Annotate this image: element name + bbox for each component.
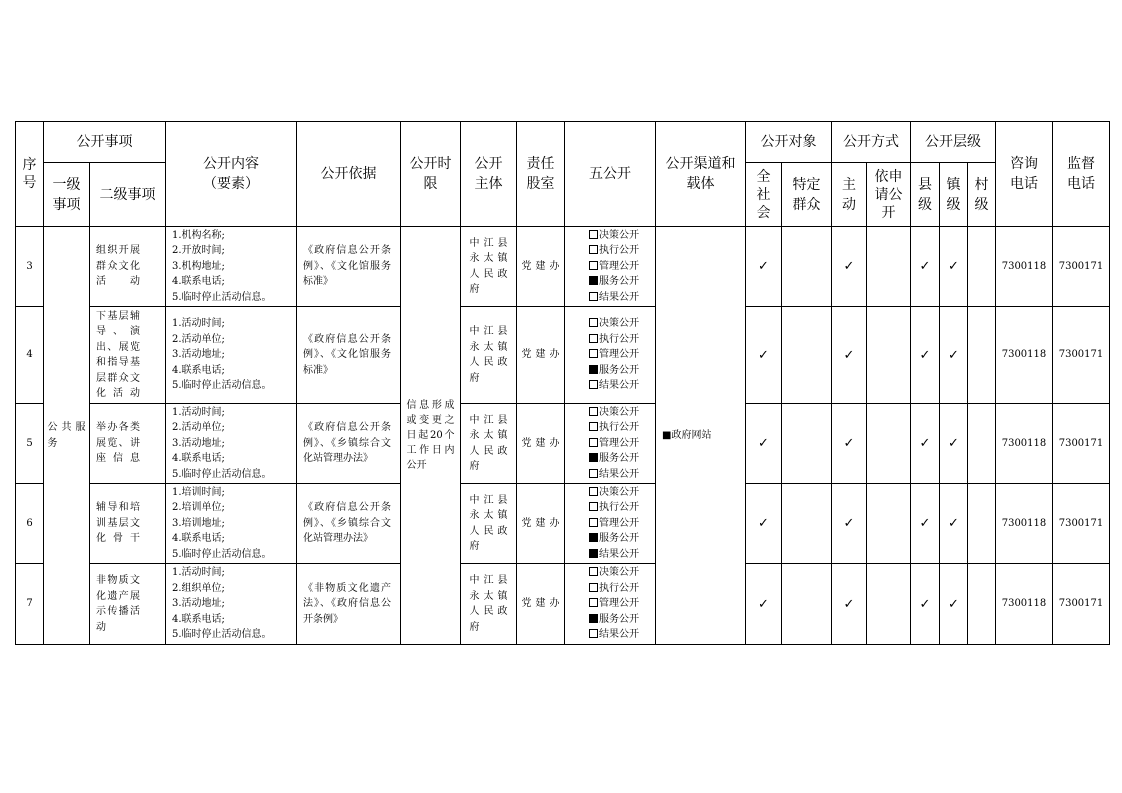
- supervise-phone: 7300171: [1053, 404, 1110, 484]
- method-active-cell: [832, 404, 867, 484]
- check-icon: ✓: [758, 259, 769, 274]
- level-town-cell: [940, 227, 968, 307]
- content-line: 3.培训地址;: [172, 517, 225, 529]
- five-option-label: 执行公开: [599, 582, 639, 594]
- check-icon: ✓: [919, 259, 931, 274]
- check-icon: ✓: [948, 596, 959, 612]
- unchecked-box-icon: [589, 583, 598, 592]
- five-option: [573, 347, 655, 363]
- table-row: [16, 404, 1110, 484]
- unchecked-box-icon: [589, 567, 598, 576]
- check-icon: ✓: [758, 347, 769, 363]
- five-option-label: 决策公开: [599, 406, 639, 418]
- content-line: 5.临时停止活动信息。: [172, 629, 272, 641]
- five-option-label: 决策公开: [599, 318, 639, 330]
- content-line: 2.活动单位;: [172, 333, 225, 345]
- checked-box-icon: [589, 365, 598, 374]
- check-icon: ✓: [843, 596, 855, 612]
- five-option: [573, 290, 655, 306]
- header-level-town: 镇 级: [940, 163, 968, 227]
- header-method-request: 依申 请公 开: [867, 163, 911, 227]
- unchecked-box-icon: [589, 407, 598, 416]
- time-limit: [401, 227, 461, 645]
- disclosure-table: [15, 121, 1110, 645]
- subject-cell: [461, 564, 517, 645]
- unchecked-box-icon: [589, 469, 598, 478]
- five-option: [573, 378, 655, 394]
- five-option-label: 服务公开: [599, 613, 639, 625]
- subject-cell: [461, 307, 517, 404]
- unchecked-box-icon: [589, 245, 598, 254]
- five-option: [573, 405, 655, 421]
- level-county-cell: [911, 564, 940, 645]
- subject-text: 中江县永太镇人民政府: [469, 575, 508, 633]
- level2-item: [90, 307, 166, 404]
- five-option: [573, 612, 655, 628]
- table-row: [16, 307, 1110, 404]
- header-level2: 二级事项: [90, 163, 166, 227]
- dept-text: 党建办: [521, 437, 560, 449]
- method-request-cell: [867, 307, 911, 404]
- five-option-label: 决策公开: [599, 229, 639, 241]
- five-option-label: 结果公开: [599, 468, 639, 480]
- dept-text: 党建办: [521, 598, 560, 610]
- supervise-phone: 7300171: [1053, 227, 1110, 307]
- unchecked-box-icon: [589, 261, 598, 270]
- five-cell: [565, 564, 656, 645]
- level2-item: [90, 227, 166, 307]
- unchecked-box-icon: [589, 380, 598, 389]
- content-line: 4.联系电话;: [172, 613, 225, 625]
- level-county-cell: [911, 404, 940, 484]
- five-option-label: 结果公开: [599, 629, 639, 641]
- five-option-label: 管理公开: [599, 260, 639, 272]
- five-option: [573, 531, 655, 547]
- five-option: [573, 436, 655, 452]
- level2-item-text: 下基层辅导、演出、展览和指导基层群众文化活动: [96, 310, 140, 399]
- row-seq: 4: [16, 307, 44, 404]
- consult-phone: 7300118: [996, 227, 1053, 307]
- level2-item-text: 非物质文化遗产展示传播活动: [96, 575, 140, 633]
- content-line: 2.开放时间;: [172, 245, 225, 257]
- target-special-cell: [782, 564, 832, 645]
- basis-text: 《政府信息公开条例》、《乡镇综合文化站管理办法》: [303, 422, 391, 465]
- content-line: 1.机构名称;: [172, 229, 225, 241]
- five-cell: [565, 307, 656, 404]
- unchecked-box-icon: [589, 334, 598, 343]
- row-seq: 5: [16, 404, 44, 484]
- content-cell: [166, 484, 297, 564]
- header-method-active: 主 动: [832, 163, 867, 227]
- content-line: 5.临时停止活动信息。: [172, 548, 272, 560]
- check-icon: ✓: [843, 516, 855, 531]
- header-items: 公开事项: [44, 122, 166, 163]
- five-option: [573, 451, 655, 467]
- unchecked-box-icon: [589, 487, 598, 496]
- five-cell: [565, 484, 656, 564]
- time-limit-text: 信息形成或变更之日起20个工作日内公开: [406, 399, 455, 471]
- content-line: 5.临时停止活动信息。: [172, 468, 272, 480]
- basis-text: 《政府信息公开条例》、《文化馆服务标准》: [303, 245, 391, 288]
- content-line: 1.培训时间;: [172, 486, 225, 498]
- checked-box-icon: [589, 453, 598, 462]
- consult-phone: 7300118: [996, 564, 1053, 645]
- check-icon: ✓: [843, 436, 855, 451]
- five-option: [573, 627, 655, 643]
- five-option-label: 决策公开: [599, 486, 639, 498]
- target-all-cell: [746, 227, 782, 307]
- header-level-village: 村 级: [968, 163, 996, 227]
- level-village-cell: [968, 564, 996, 645]
- content-line: 5.临时停止活动信息。: [172, 380, 272, 392]
- method-active-cell: [832, 307, 867, 404]
- subject-cell: [461, 227, 517, 307]
- check-icon: ✓: [758, 596, 769, 612]
- check-icon: ✓: [919, 596, 931, 612]
- dept-cell: [517, 404, 565, 484]
- table-body: [16, 227, 1110, 645]
- five-option: [573, 516, 655, 532]
- header-method: 公开方式: [832, 122, 911, 163]
- unchecked-box-icon: [589, 502, 598, 511]
- header-consult: 咨询 电话: [996, 122, 1053, 227]
- five-option-label: 管理公开: [599, 437, 639, 449]
- five-option-label: 结果公开: [599, 548, 639, 560]
- checked-box-icon: [589, 276, 598, 285]
- five-option-label: 执行公开: [599, 502, 639, 514]
- header-basis: 公开依据: [297, 122, 401, 227]
- level-town-cell: [940, 564, 968, 645]
- row-seq: 3: [16, 227, 44, 307]
- method-active-cell: [832, 564, 867, 645]
- five-option: [573, 581, 655, 597]
- row-seq: 7: [16, 564, 44, 645]
- unchecked-box-icon: [589, 230, 598, 239]
- subject-text: 中江县永太镇人民政府: [469, 414, 508, 472]
- five-cell: [565, 404, 656, 484]
- level2-item: [90, 564, 166, 645]
- level2-item-text: 组织开展群众文化活动: [96, 245, 140, 288]
- level-village-cell: [968, 227, 996, 307]
- unchecked-box-icon: [589, 438, 598, 447]
- five-option-label: 服务公开: [599, 533, 639, 545]
- checked-box-icon: [589, 549, 598, 558]
- five-option-label: 执行公开: [599, 333, 639, 345]
- subject-text: 中江县永太镇人民政府: [469, 494, 508, 552]
- supervise-phone: 7300171: [1053, 307, 1110, 404]
- content-line: 3.活动地址;: [172, 349, 225, 361]
- check-icon: ✓: [948, 516, 959, 531]
- method-request-cell: [867, 227, 911, 307]
- five-option: [573, 500, 655, 516]
- five-option-label: 管理公开: [599, 517, 639, 529]
- check-icon: ✓: [843, 347, 855, 363]
- header-five: 五公开: [565, 122, 656, 227]
- level1-item: [44, 227, 90, 645]
- level-county-cell: [911, 484, 940, 564]
- unchecked-box-icon: [589, 518, 598, 527]
- five-option-label: 管理公开: [599, 349, 639, 361]
- check-icon: ✓: [758, 516, 769, 531]
- check-icon: ✓: [919, 347, 931, 363]
- unchecked-box-icon: [589, 349, 598, 358]
- five-option: [573, 420, 655, 436]
- target-special-cell: [782, 404, 832, 484]
- table-row: [16, 564, 1110, 645]
- unchecked-box-icon: [589, 318, 598, 327]
- level2-item-text: 举办各类展览、讲座信息: [96, 422, 140, 465]
- check-icon: ✓: [919, 436, 931, 451]
- target-all-cell: [746, 404, 782, 484]
- subject-cell: [461, 404, 517, 484]
- target-all-cell: [746, 484, 782, 564]
- method-active-cell: [832, 227, 867, 307]
- method-request-cell: [867, 564, 911, 645]
- basis-text: 《政府信息公开条例》、《乡镇综合文化站管理办法》: [303, 502, 391, 545]
- content-cell: [166, 307, 297, 404]
- level-county-cell: [911, 227, 940, 307]
- supervise-phone: 7300171: [1053, 564, 1110, 645]
- target-special-cell: [782, 484, 832, 564]
- five-option: [573, 228, 655, 244]
- level-village-cell: [968, 484, 996, 564]
- five-option: [573, 259, 655, 275]
- basis-cell: [297, 484, 401, 564]
- level-county-cell: [911, 307, 940, 404]
- unchecked-box-icon: [589, 629, 598, 638]
- content-line: 2.活动单位;: [172, 422, 225, 434]
- unchecked-box-icon: [589, 292, 598, 301]
- five-option: [573, 565, 655, 581]
- content-line: 4.联系电话;: [172, 364, 225, 376]
- check-icon: ✓: [843, 259, 855, 274]
- basis-cell: [297, 404, 401, 484]
- table-row: [16, 484, 1110, 564]
- method-request-cell: [867, 404, 911, 484]
- header-subject: 公开 主体: [461, 122, 517, 227]
- content-line: 1.活动时间;: [172, 318, 225, 330]
- header-level: 公开层级: [911, 122, 996, 163]
- header-target-all: 全 社 会: [746, 163, 782, 227]
- header-target: 公开对象: [746, 122, 832, 163]
- content-cell: [166, 404, 297, 484]
- content-cell: [166, 564, 297, 645]
- check-icon: ✓: [758, 436, 769, 451]
- header-seq: 序 号: [16, 122, 44, 227]
- basis-text: 《非物质文化遗产法》、《政府信息公开条例》: [303, 582, 391, 625]
- consult-phone: 7300118: [996, 307, 1053, 404]
- target-special-cell: [782, 227, 832, 307]
- basis-cell: [297, 564, 401, 645]
- header-time: 公开时 限: [401, 122, 461, 227]
- target-special-cell: [782, 307, 832, 404]
- check-icon: ✓: [919, 516, 931, 531]
- subject-cell: [461, 484, 517, 564]
- supervise-phone: 7300171: [1053, 484, 1110, 564]
- consult-phone: 7300118: [996, 404, 1053, 484]
- header-level1: 一级 事项: [44, 163, 90, 227]
- five-cell: [565, 227, 656, 307]
- five-option: [573, 332, 655, 348]
- header-content-line1: 公开内容: [203, 156, 259, 172]
- five-option-label: 管理公开: [599, 598, 639, 610]
- five-option: [573, 243, 655, 259]
- unchecked-box-icon: [589, 598, 598, 607]
- content-line: 5.临时停止活动信息。: [172, 291, 272, 303]
- dept-text: 党建办: [521, 517, 560, 529]
- header-level-county: 县 级: [911, 163, 940, 227]
- content-line: 2.组织单位;: [172, 582, 225, 594]
- content-line: 1.活动时间;: [172, 406, 225, 418]
- level-town-cell: [940, 307, 968, 404]
- five-option: [573, 547, 655, 563]
- five-option: [573, 485, 655, 501]
- five-option-label: 执行公开: [599, 422, 639, 434]
- five-option: [573, 274, 655, 290]
- header-dept: 责任 股室: [517, 122, 565, 227]
- content-line: 3.活动地址;: [172, 598, 225, 610]
- subject-text: 中江县永太镇人民政府: [469, 237, 508, 295]
- five-option: [573, 467, 655, 483]
- check-icon: ✓: [948, 347, 959, 363]
- content-line: 4.联系电话;: [172, 276, 225, 288]
- level-town-cell: [940, 404, 968, 484]
- content-line: 4.联系电话;: [172, 453, 225, 465]
- header-channel: 公开渠道和 载体: [656, 122, 746, 227]
- five-option-label: 结果公开: [599, 291, 639, 303]
- channel-text: ■政府网站: [662, 429, 712, 441]
- five-option-label: 结果公开: [599, 380, 639, 392]
- level1-item-text: 公共服务: [47, 422, 86, 449]
- basis-cell: [297, 227, 401, 307]
- method-request-cell: [867, 484, 911, 564]
- dept-cell: [517, 564, 565, 645]
- target-all-cell: [746, 564, 782, 645]
- level2-item: [90, 484, 166, 564]
- check-icon: ✓: [948, 436, 959, 451]
- basis-text: 《政府信息公开条例》、《文化馆服务标准》: [303, 333, 391, 376]
- dept-text: 党建办: [521, 260, 560, 272]
- checked-box-icon: [589, 614, 598, 623]
- row-seq: 6: [16, 484, 44, 564]
- content-line: 1.活动时间;: [172, 567, 225, 579]
- header-supervise: 监督 电话: [1053, 122, 1110, 227]
- five-option: [573, 363, 655, 379]
- table-row: [16, 227, 1110, 307]
- dept-cell: [517, 227, 565, 307]
- five-option-label: 决策公开: [599, 567, 639, 579]
- five-option-label: 服务公开: [599, 453, 639, 465]
- five-option: [573, 596, 655, 612]
- method-active-cell: [832, 484, 867, 564]
- subject-text: 中江县永太镇人民政府: [469, 326, 508, 384]
- content-cell: [166, 227, 297, 307]
- level-town-cell: [940, 484, 968, 564]
- check-icon: ✓: [948, 259, 959, 274]
- consult-phone: 7300118: [996, 484, 1053, 564]
- level-village-cell: [968, 307, 996, 404]
- content-line: 2.培训单位;: [172, 502, 225, 514]
- checked-box-icon: [589, 533, 598, 542]
- level-village-cell: [968, 404, 996, 484]
- five-option-label: 服务公开: [599, 364, 639, 376]
- content-line: 4.联系电话;: [172, 533, 225, 545]
- header-content-line2: （要素）: [203, 176, 259, 192]
- five-option-label: 服务公开: [599, 276, 639, 288]
- level2-item: [90, 404, 166, 484]
- five-option: [573, 316, 655, 332]
- dept-cell: [517, 484, 565, 564]
- content-line: 3.活动地址;: [172, 437, 225, 449]
- unchecked-box-icon: [589, 422, 598, 431]
- basis-cell: [297, 307, 401, 404]
- dept-cell: [517, 307, 565, 404]
- header-content: [166, 122, 297, 227]
- content-line: 3.机构地址;: [172, 260, 225, 272]
- target-all-cell: [746, 307, 782, 404]
- five-option-label: 执行公开: [599, 245, 639, 257]
- header-target-special: 特定 群众: [782, 163, 832, 227]
- channel-cell: [656, 227, 746, 645]
- dept-text: 党建办: [521, 349, 560, 361]
- level2-item-text: 辅导和培训基层文化骨干: [96, 502, 140, 545]
